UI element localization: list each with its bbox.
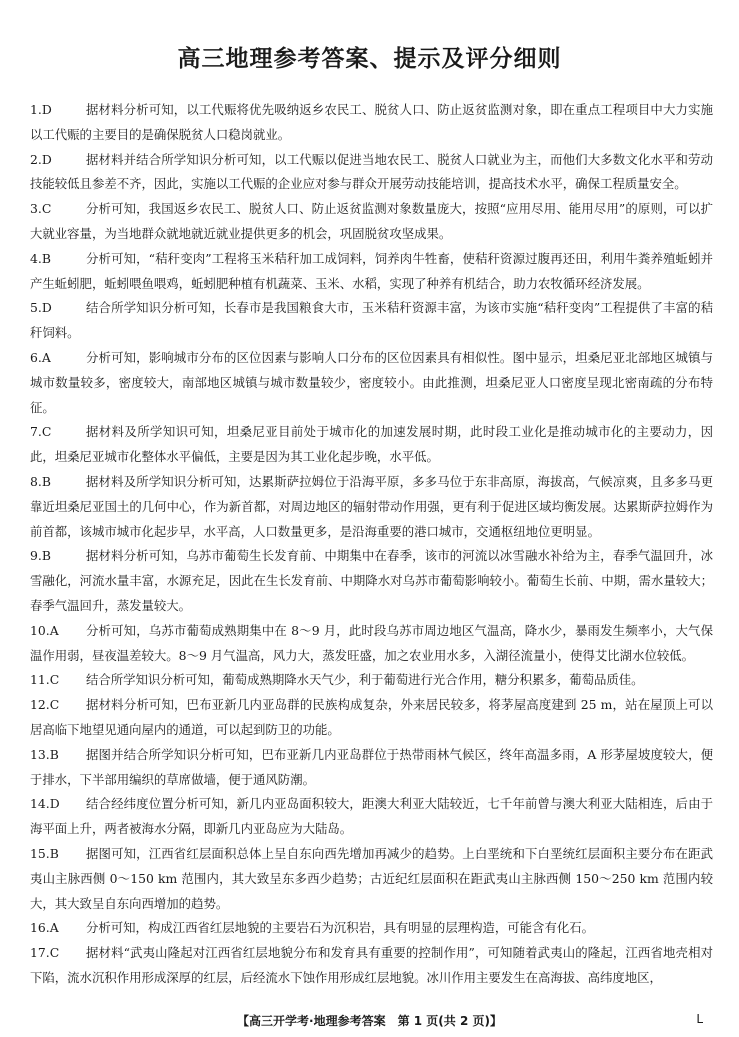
answer-number: 5.D: [30, 300, 52, 316]
answer-explanation: 分析可知，我国返乡农民工、脱贫人口、防止返贫监测对象数量庞大，按照“应用尽用、能用尽用”的原则，可以扩大就业容量，为当地群众就地就近就业提供更多的机会，巩固脱贫攻坚成果。: [30, 201, 713, 241]
answer-number: 8.B: [30, 473, 51, 489]
answer-number: 12.C: [30, 697, 60, 713]
answer-item: [30, 792, 713, 842]
answer-item: [30, 619, 713, 669]
answer-number: 2.D: [30, 151, 52, 167]
answer-item: [30, 668, 713, 693]
answer-item: [30, 941, 713, 991]
answer-number: 6.A: [30, 349, 51, 365]
answer-explanation: 据材料分析可知，巴布亚新几内亚岛群的民族构成复杂，外来居民较多，将茅屋高度建到 25 m，站在屋顶上可以居高临下地望见通向屋内的通道，可以起到防卫的功能。: [30, 697, 713, 737]
answer-item: [30, 296, 713, 346]
answer-explanation: 据材料分析可知，以工代赈将优先吸纳返乡农民工、脱贫人口、防止返贫监测对象，即在重点工程项目中大力实施以工代赈的主要目的是确保脱贫人口稳岗就业。: [30, 102, 713, 142]
answer-number: 10.A: [30, 622, 59, 638]
answer-item: [30, 420, 713, 470]
answer-item: [30, 98, 713, 148]
page-footer: 【高三开学考·地理参考答案 第 1 页(共 2 页)】: [237, 1014, 502, 1028]
answer-explanation: 据材料“武夷山隆起对江西省红层地貌分布和发育具有重要的控制作用”，可知随着武夷山的隆起，江西省地壳相对下陷，流水沉积作用形成深厚的红层，后经流水下蚀作用形成红层地貌。冰川作用主要发生在高海拔、高纬度地区，: [30, 945, 713, 985]
answer-number: 4.B: [30, 250, 51, 266]
answer-number: 17.C: [30, 945, 60, 961]
answer-number: 1.D: [30, 102, 52, 117]
page-title: 高三地理参考答案、提示及评分细则: [177, 46, 562, 72]
answer-explanation: 据材料并结合所学知识分析可知，以工代赈以促进当地农民工、脱贫人口就业为主，而他们大多数文化水平和劳动技能较低且参差不齐，因此，实施以工代赈的企业应对参与群众开展劳动技能培训，提高技术水平，确保工程质量安全。: [30, 151, 713, 192]
answer-explanation: 结合所学知识分析可知，长春市是我国粮食大市，玉米秸秆资源丰富，为该市实施“秸秆变肉”工程提供了丰富的秸秆饲料。: [30, 300, 713, 341]
answer-explanation: 据材料分析可知，乌苏市葡萄生长发育前、中期集中在春季，该市的河流以冰雪融水补给为主，春季气温回升，冰雪融化，河流水量丰富，水源充足，因此在生长发育前、中期降水对乌苏市葡萄影响较小。葡萄生长前、中期，需水量较大；春季气温回升，蒸发量较大。: [30, 548, 713, 613]
answer-number: 7.C: [30, 424, 52, 440]
answer-item: [30, 842, 713, 916]
answer-item: [30, 916, 713, 941]
answer-item: [30, 346, 713, 420]
answer-item: [30, 197, 713, 247]
answer-explanation: 分析可知，构成江西省红层地貌的主要岩石为沉积岩，具有明显的层理构造，可能含有化石。: [86, 920, 595, 936]
answer-number: 16.A: [30, 920, 59, 936]
answer-item: [30, 743, 713, 793]
answer-explanation: 分析可知，乌苏市葡萄成熟期集中在 8～9 月，此时段乌苏市周边地区气温高，降水少，暴雨发生频率小，大气保温作用弱，昼夜温差较大。8～9 月气温高，风力大，蒸发旺盛，加之农业用水多，入湖径流量小，使得艾比湖水位较低。: [30, 622, 713, 663]
answer-item: [30, 148, 713, 198]
answer-item: [30, 247, 713, 297]
answer-explanation: 据材料及所学知识可知，坦桑尼亚目前处于城市化的加速发展时期，此时段工业化是推动城市化的主要动力，因此，坦桑尼亚城市化整体水平偏低，主要是因为其工业化起步晚，水平低。: [30, 424, 713, 465]
answer-explanation: 据材料及所学知识分析可知，达累斯萨拉姆位于沿海平原，多多马位于东非高原，海拔高，气候凉爽，且多多马更靠近坦桑尼亚国土的几何中心，作为新首都，对周边地区的辐射带动作用强，更有利于促进区域均衡发展。达累斯萨拉姆作为前首都，该城市城市化起步早，水平高，人口数量更多，是沿海重要的港口城市，交通枢纽地位更明显。: [30, 473, 713, 539]
answer-number: 15.B: [30, 845, 59, 861]
answer-item: [30, 470, 713, 544]
answer-explanation: 分析可知，“秸秆变肉”工程将玉米秸秆加工成饲料，饲养肉牛牲畜，使秸秆资源过腹再还田，利用牛粪养殖蚯蚓并产生蚯蚓肥，蚯蚓喂鱼喂鸡，蚯蚓肥种植有机蔬菜、玉米、水稻，实现了种养有机结合，助力农牧循环经济发展。: [30, 250, 713, 291]
answer-number: 13.B: [30, 746, 59, 762]
corner-mark: L: [696, 1012, 703, 1026]
answer-explanation: 结合所学知识分析可知，葡萄成熟期降水天气少，利于葡萄进行光合作用，糖分积累多，葡萄品质佳。: [86, 672, 644, 688]
answer-number: 3.C: [30, 201, 52, 217]
answer-explanation: 分析可知，影响城市分布的区位因素与影响人口分布的区位因素具有相似性。图中显示，坦桑尼亚北部地区城镇与城市数量较多，密度较大，南部地区城镇与城市数量较少，密度较小。由此推测，坦桑尼亚人口密度呈现北密南疏的分布特征。: [30, 349, 713, 415]
answer-explanation: 据图并结合所学知识分析可知，巴布亚新几内亚岛群位于热带雨林气候区，终年高温多雨，A 形茅屋坡度较大，便于排水，下半部用编织的草席做墙，便于通风防潮。: [30, 746, 713, 787]
answer-number: 9.B: [30, 548, 51, 564]
answer-number: 11.C: [30, 672, 60, 688]
answer-explanation: 结合经纬度位置分析可知，新几内亚岛面积较大，距澳大利亚大陆较近，七千年前曾与澳大利亚大陆相连，后由于海平面上升，两者被海水分隔，即新几内亚岛应为大陆岛。: [30, 796, 713, 837]
answer-list: [30, 98, 713, 991]
answer-item: [30, 693, 713, 743]
answer-number: 14.D: [30, 796, 60, 812]
answer-explanation: 据图可知，江西省红层面积总体上呈自东向西先增加再减少的趋势。上白垩统和下白垩统红层面积主要分布在距武夷山主脉西侧 0～150 km 范围内，其大致呈东多西少趋势；古近纪红层面积在距武夷山主脉西侧 150～250 km 范围内较大，其大致呈自东向西增加的趋势。: [30, 845, 713, 911]
answer-item: [30, 544, 713, 618]
